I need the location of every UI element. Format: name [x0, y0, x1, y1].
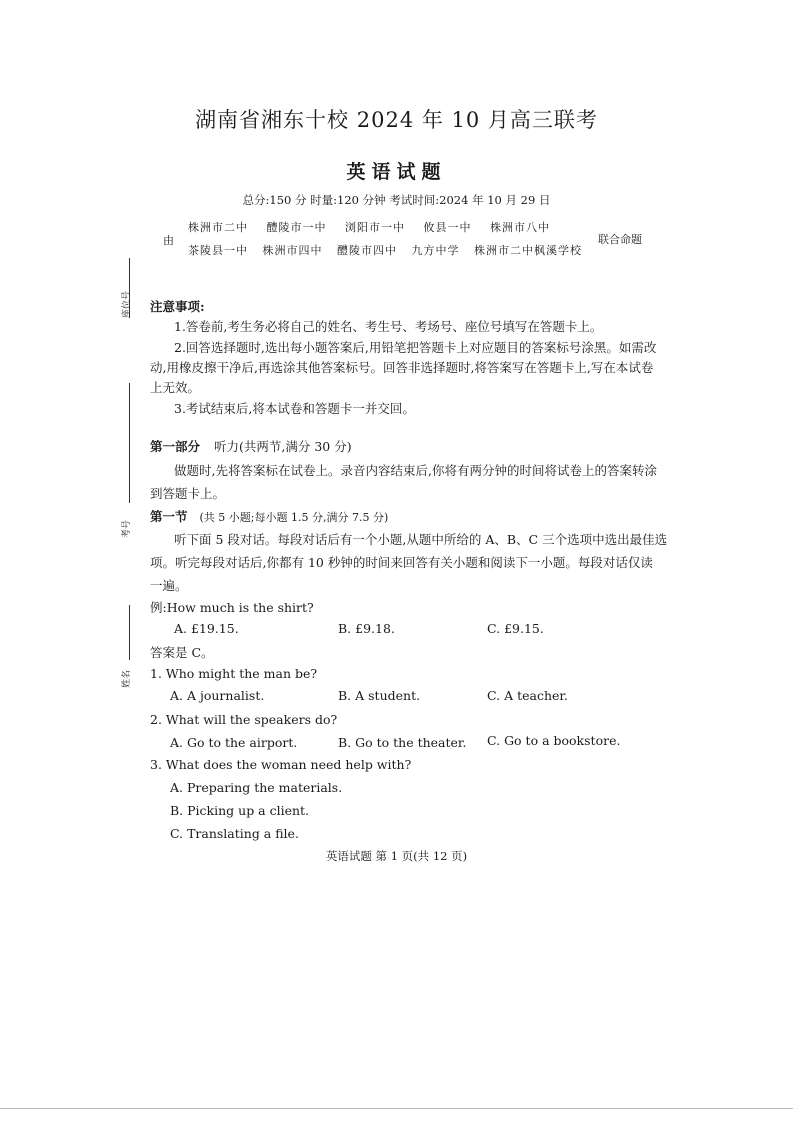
question-2-option-c: C. Go to a bookstore.	[487, 733, 621, 748]
notice-item-3: 3.考试结束后,将本试卷和答题卡一并交回。	[174, 401, 415, 416]
example-answer: 答案是 C。	[150, 645, 214, 660]
school: 株洲市二中	[188, 221, 248, 234]
exam-subtitle: 英语试题	[346, 161, 447, 183]
question-1-option-b: B. A student.	[338, 688, 421, 703]
school: 攸县一中	[423, 221, 472, 234]
question-1-option-c: C. A teacher.	[487, 688, 568, 703]
name-label: 姓名	[122, 669, 132, 688]
school: 茶陵县一中	[188, 244, 248, 257]
example-option-b: B. £9.18.	[338, 621, 395, 636]
schools-prefix: 由	[163, 234, 174, 247]
exam-number-label: 考号	[122, 519, 132, 538]
schools-row-2	[188, 242, 582, 258]
question-2-option-a: A. Go to the airport.	[170, 735, 298, 750]
question-2-option-b: B. Go to the theater.	[338, 735, 467, 750]
question-1-option-a: A. A journalist.	[170, 688, 265, 703]
school: 株洲市二中枫溪学校	[474, 244, 582, 257]
exam-info: 总分:150 分 时量:120 分钟 考试时间:2024 年 10 月 29 日	[242, 193, 551, 207]
exam-title: 湖南省湘东十校 2024 年 10 月高三联考	[195, 108, 598, 132]
part1-label: 第一部分	[150, 439, 201, 454]
school: 醴陵市四中	[337, 244, 397, 257]
part1-intro: 做题时,先将答案标在试卷上。录音内容结束后,你将有两分钟的时间将试卷上的答案转涂	[174, 463, 657, 478]
notice-item-2-end: 上无效。	[150, 380, 201, 395]
question-3-option-b: B. Picking up a client.	[170, 803, 310, 818]
margin-line	[129, 605, 130, 660]
question-3-option-a: A. Preparing the materials.	[170, 780, 343, 795]
section1-heading	[150, 507, 388, 525]
section1-instruction: 听下面 5 段对话。每段对话后有一个小题,从题中所给的 A、B、C 三个选项中选出最佳选	[174, 532, 668, 547]
section1-instruction-cont: 项。听完每段对话后,你都有 10 秒钟的时间来回答有关小题和阅读下一小题。每段对话仅读	[150, 555, 653, 570]
part1-intro-cont: 到答题卡上。	[150, 486, 226, 501]
example-stem: How much is the shirt?	[166, 600, 314, 615]
school: 株洲市四中	[262, 244, 323, 257]
example-label: 例:	[150, 600, 167, 615]
notice-item-1: 1.答卷前,考生务必将自己的姓名、考生号、考场号、座位号填写在答题卡上。	[174, 319, 603, 334]
section1-instruction-end: 一遍。	[150, 578, 188, 593]
page-footer: 英语试题 第 1 页(共 12 页)	[325, 849, 468, 863]
notice-heading: 注意事项:	[150, 299, 205, 314]
question-3-stem: 3. What does the woman need help with?	[150, 757, 412, 772]
part1-title: 听力(共两节,满分 30 分)	[214, 439, 352, 454]
example-option-c: C. £9.15.	[487, 621, 544, 636]
question-3-option-c: C. Translating a file.	[170, 826, 299, 841]
part1-heading	[150, 437, 352, 455]
example-option-a: A. £19.15.	[174, 621, 239, 636]
notice-item-2-cont: 动,用橡皮擦干净后,再选涂其他答案标号。回答非选择题时,将答案写在答题卡上,写在本试卷	[150, 360, 654, 375]
question-2-stem: 2. What will the speakers do?	[150, 712, 338, 727]
schools-row-1	[188, 219, 550, 235]
schools-suffix: 联合命题	[598, 233, 642, 246]
seat-number-label: 座位号	[122, 290, 132, 318]
question-1-stem: 1. Who might the man be?	[150, 666, 318, 681]
example-question	[150, 598, 314, 616]
section1-note: (共 5 小题;每小题 1.5 分,满分 7.5 分)	[199, 511, 389, 524]
notice-item-2: 2.回答选择题时,选出每小题答案后,用铅笔把答题卡上对应题目的答案标号涂黑。如需改	[174, 340, 657, 355]
school: 醴陵市一中	[266, 221, 327, 234]
margin-line	[129, 383, 130, 503]
scan-edge	[0, 1108, 793, 1109]
school: 浏阳市一中	[345, 221, 405, 234]
section1-label: 第一节	[150, 509, 188, 524]
school: 九方中学	[411, 244, 460, 257]
school: 株洲市八中	[490, 221, 550, 234]
